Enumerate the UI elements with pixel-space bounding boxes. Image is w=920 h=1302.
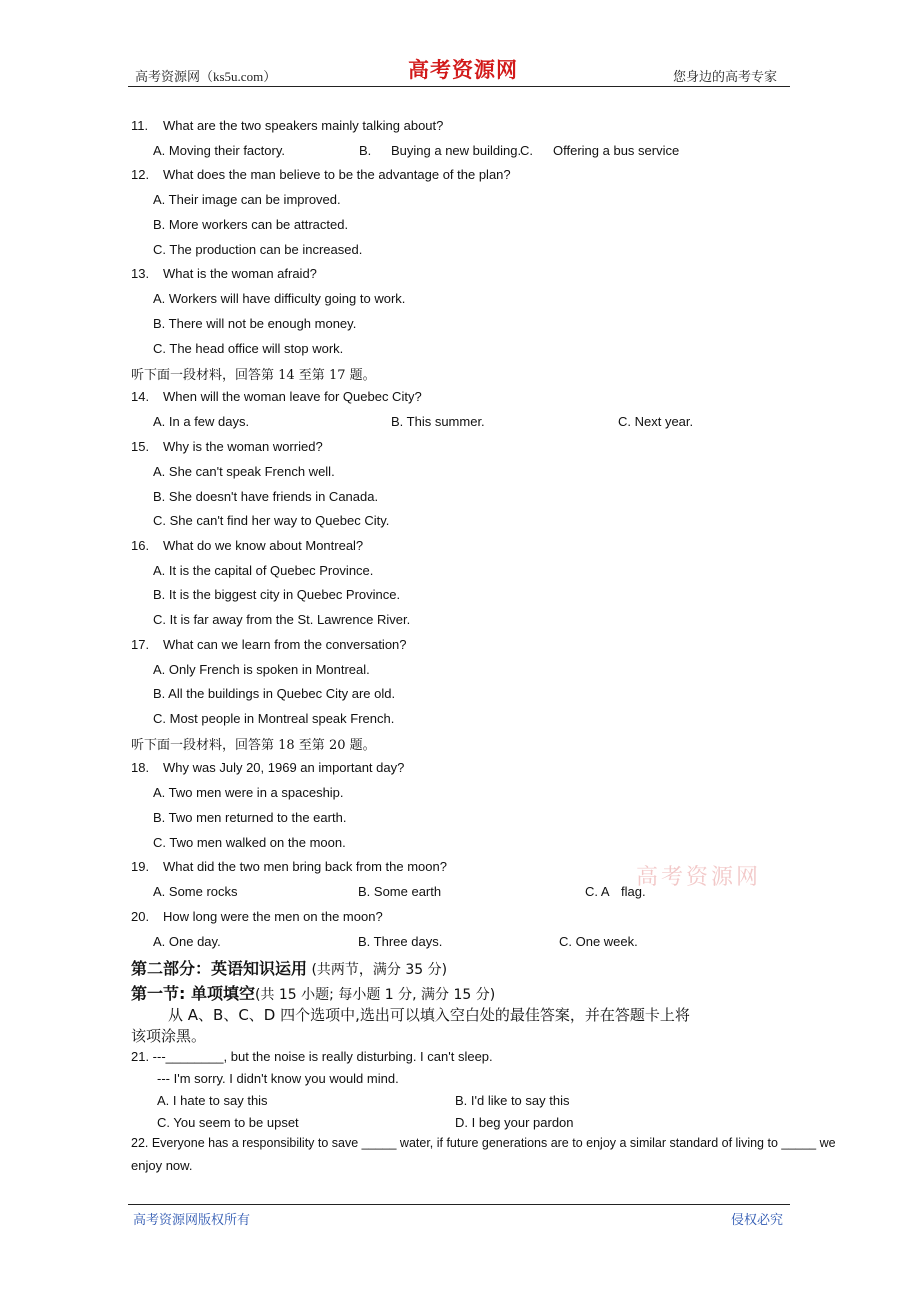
q16-option-c: C. It is far away from the St. Lawrence River. bbox=[153, 612, 411, 627]
q11-option-a: A. Moving their factory. bbox=[153, 143, 285, 158]
q21-line-2: --- I'm sorry. I didn't know you would mind. bbox=[157, 1071, 399, 1086]
q17-number: 17. bbox=[131, 637, 150, 652]
q19-option-c-word: flag. bbox=[621, 884, 646, 899]
q13-number: 13. bbox=[131, 266, 150, 281]
q18-stem: Why was July 20, 1969 an important day? bbox=[163, 760, 405, 775]
q13-option-a: A. Workers will have difficulty going to work. bbox=[153, 291, 406, 306]
q16-number: 16. bbox=[131, 538, 150, 553]
q15-number: 15. bbox=[131, 439, 150, 454]
direction-line-2: 该项涂黑。 bbox=[131, 1027, 207, 1045]
q14-option-b: B. This summer. bbox=[391, 414, 485, 429]
q16-option-a: A. It is the capital of Quebec Province. bbox=[153, 563, 374, 578]
header-rule bbox=[128, 86, 790, 87]
footer-rule bbox=[128, 1204, 790, 1205]
instruction-18-20: 听下面一段材料，回答第 18 至第 20 题。 bbox=[131, 738, 376, 753]
q19-option-b: B. Some earth bbox=[358, 884, 442, 899]
q11-number: 11. bbox=[131, 118, 149, 133]
q22-line-2: enjoy now. bbox=[131, 1158, 193, 1173]
header-logo: 高考资源网 bbox=[408, 57, 518, 82]
q18-option-c: C. Two men walked on the moon. bbox=[153, 835, 346, 850]
q14-option-c: C. Next year. bbox=[618, 414, 694, 429]
q22-line-1: 22. Everyone has a responsibility to save _____ water, if future generations are to enjoy a similar standard of living to _____ we bbox=[131, 1136, 836, 1150]
q11-option-b-letter: B. bbox=[359, 143, 372, 158]
section1-title bbox=[131, 981, 495, 1004]
q12-option-a: A. Their image can be improved. bbox=[153, 192, 341, 207]
q20-option-c: C. One week. bbox=[559, 934, 638, 949]
q20-option-b: B. Three days. bbox=[358, 934, 443, 949]
q12-option-c: C. The production can be increased. bbox=[153, 242, 363, 257]
q19-number: 19. bbox=[131, 859, 150, 874]
q21-option-b: B. I'd like to say this bbox=[455, 1093, 570, 1108]
header-site-name: 高考资源网（ks5u.com） bbox=[135, 69, 277, 84]
q16-stem: What do we know about Montreal? bbox=[163, 538, 364, 553]
q20-number: 20. bbox=[131, 909, 150, 924]
q21-option-d: D. I beg your pardon bbox=[455, 1115, 574, 1130]
q14-option-a: A. In a few days. bbox=[153, 414, 250, 429]
q15-stem: Why is the woman worried? bbox=[163, 439, 323, 454]
q19-option-a: A. Some rocks bbox=[153, 884, 238, 899]
q16-option-b: B. It is the biggest city in Quebec Province. bbox=[153, 587, 401, 602]
instruction-14-17: 听下面一段材料，回答第 14 至第 17 题。 bbox=[131, 368, 376, 383]
footer-notice: 侵权必究 bbox=[731, 1212, 784, 1227]
q21-option-a: A. I hate to say this bbox=[157, 1093, 268, 1108]
watermark: 高考资源网 bbox=[636, 865, 762, 890]
q13-option-c: C. The head office will stop work. bbox=[153, 341, 344, 356]
q15-option-a: A. She can't speak French well. bbox=[153, 464, 335, 479]
q11-stem: What are the two speakers mainly talking about? bbox=[163, 118, 444, 133]
q15-option-c: C. She can't find her way to Quebec City. bbox=[153, 513, 390, 528]
q18-number: 18. bbox=[131, 760, 150, 775]
q17-option-c: C. Most people in Montreal speak French. bbox=[153, 711, 395, 726]
section1-title-bold: 第一节: 单项填空 bbox=[131, 984, 255, 1003]
section1-title-rest: (共 15 小题; 每小题 1 分, 满分 15 分) bbox=[254, 987, 496, 1003]
q12-option-b: B. More workers can be attracted. bbox=[153, 217, 349, 232]
footer-copyright: 高考资源网版权所有 bbox=[133, 1212, 251, 1227]
q11-option-c-letter: C. bbox=[520, 143, 533, 158]
q11-option-b: Buying a new building. bbox=[391, 143, 522, 158]
direction-line-1: 从 A、B、C、D 四个选项中,选出可以填入空白处的最佳答案，并在答题卡上将 bbox=[168, 1006, 690, 1024]
q14-stem: When will the woman leave for Quebec City? bbox=[163, 389, 422, 404]
q21-line-1: 21. ---________, but the noise is really disturbing. I can't sleep. bbox=[131, 1049, 493, 1064]
q19-stem: What did the two men bring back from the moon? bbox=[163, 859, 447, 874]
q18-option-a: A. Two men were in a spaceship. bbox=[153, 785, 344, 800]
q17-option-b: B. All the buildings in Quebec City are old. bbox=[153, 686, 396, 701]
header-slogan: 您身边的高考专家 bbox=[673, 69, 778, 84]
q18-option-b: B. Two men returned to the earth. bbox=[153, 810, 347, 825]
q20-stem: How long were the men on the moon? bbox=[163, 909, 383, 924]
q11-option-c: Offering a bus service bbox=[553, 143, 680, 158]
part2-title bbox=[131, 956, 447, 979]
q15-option-b: B. She doesn't have friends in Canada. bbox=[153, 489, 379, 504]
q17-stem: What can we learn from the conversation? bbox=[163, 637, 407, 652]
part2-title-rest: (共两节，满分 35 分) bbox=[311, 962, 448, 978]
q14-number: 14. bbox=[131, 389, 150, 404]
q20-option-a: A. One day. bbox=[153, 934, 221, 949]
q13-stem: What is the woman afraid? bbox=[163, 266, 317, 281]
q17-option-a: A. Only French is spoken in Montreal. bbox=[153, 662, 370, 677]
q12-number: 12. bbox=[131, 167, 150, 182]
part2-title-bold: 第二部分：英语知识运用 bbox=[131, 959, 308, 978]
q12-stem: What does the man believe to be the advantage of the plan? bbox=[163, 167, 511, 182]
q13-option-b: B. There will not be enough money. bbox=[153, 316, 357, 331]
q21-option-c: C. You seem to be upset bbox=[157, 1115, 299, 1130]
q19-option-c: C. A bbox=[585, 884, 610, 899]
